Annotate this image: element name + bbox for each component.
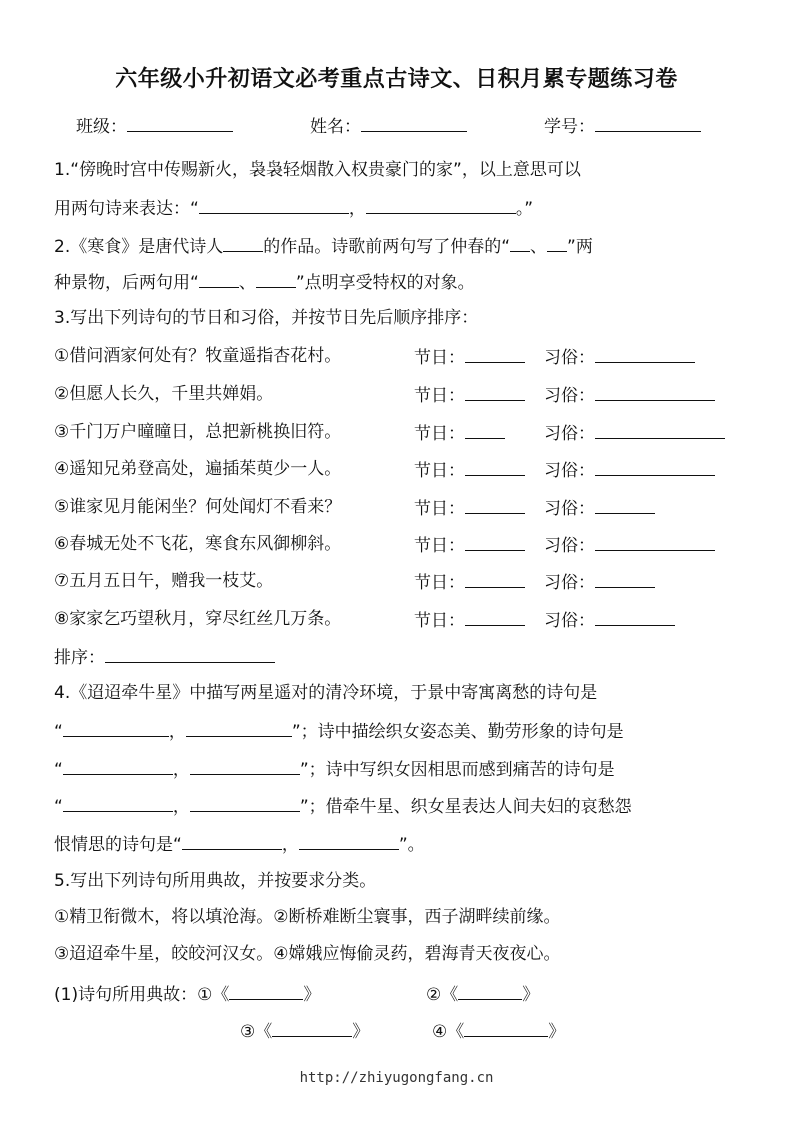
q3-festival-8 <box>414 607 525 633</box>
q3-festival-1 <box>414 344 525 370</box>
festival-label: 节日： <box>414 461 465 481</box>
festival-blank-4[interactable] <box>465 457 525 476</box>
q3-item-7: ⑦五月五日午，赠我一枝艾。 <box>54 571 274 591</box>
comma: ， <box>172 760 190 780</box>
q4-line4 <box>54 793 632 819</box>
q5-poems-1: ①精卫衔微木，将以填沧海。②断桥难断尘寰事，西子湖畔续前缘。 <box>54 907 561 927</box>
q4-line2 <box>54 718 624 744</box>
q4-line1: 4.《迢迢牵牛星》中描写两星遥对的清冷环境，于景中寄寓离愁的诗句是 <box>54 683 598 703</box>
q4-line5 <box>54 831 425 857</box>
festival-label: 节日： <box>414 386 465 406</box>
q1-line1: 1.“傍晚时宫中传赐新火，袅袅轻烟散入权贵豪门的家”，以上意思可以 <box>54 160 581 180</box>
q3-custom-3 <box>544 420 725 446</box>
festival-blank-3[interactable] <box>465 420 505 439</box>
q4-blank-6[interactable] <box>190 793 300 812</box>
close-bracket: 》 <box>303 985 321 1005</box>
q4-blank-3[interactable] <box>63 756 173 775</box>
q2-target-blank-1[interactable] <box>199 269 239 288</box>
q2-text-f: ”点明享受特权的对象。 <box>295 273 475 293</box>
open-quote: “ <box>54 797 63 817</box>
q4-blank-4[interactable] <box>190 756 300 775</box>
festival-blank-6[interactable] <box>465 532 525 551</box>
q1-blank-1[interactable] <box>199 195 349 214</box>
q2-scene-blank-2[interactable] <box>547 233 567 252</box>
custom-blank-2[interactable] <box>595 382 715 401</box>
footer-url[interactable]: http://zhiyugongfang.cn <box>299 1070 494 1086</box>
custom-blank-8[interactable] <box>595 607 675 626</box>
q4-blank-7[interactable] <box>182 831 282 850</box>
q1-end: 。” <box>515 199 534 219</box>
q2-text-b: 的作品。诗歌前两句写了仲春的“ <box>263 237 511 257</box>
page-title: 六年级小升初语文必考重点古诗文、日积月累专题练习卷 <box>115 67 678 92</box>
festival-label: 节日： <box>414 611 465 631</box>
custom-label: 习俗： <box>544 536 595 556</box>
festival-label: 节日： <box>414 348 465 368</box>
comma: ， <box>168 722 186 742</box>
number-blank[interactable] <box>595 113 701 132</box>
custom-blank-3[interactable] <box>595 420 725 439</box>
comma: ， <box>281 835 299 855</box>
festival-label: 节日： <box>414 499 465 519</box>
allusion-blank-4[interactable] <box>464 1018 548 1037</box>
custom-label: 习俗： <box>544 386 595 406</box>
allusion-blank-3[interactable] <box>272 1018 352 1037</box>
q5-sub1-row1-b <box>426 981 539 1007</box>
allusion-blank-1[interactable] <box>229 981 303 1000</box>
custom-label: 习俗： <box>544 611 595 631</box>
q3-festival-2 <box>414 382 525 408</box>
allusion-4-label: ④《 <box>432 1022 465 1042</box>
festival-label: 节日： <box>414 424 465 444</box>
number-label: 学号： <box>544 117 595 137</box>
number-field <box>544 112 701 137</box>
q3-item-1: ①借问酒家何处有？牧童遥指杏花村。 <box>54 346 342 366</box>
q3-custom-2 <box>544 382 715 408</box>
allusion-3-label: ③《 <box>240 1022 273 1042</box>
class-field <box>76 112 233 137</box>
q3-festival-6 <box>414 532 525 558</box>
q4-line3 <box>54 756 615 782</box>
q2-poet-blank[interactable] <box>223 233 263 252</box>
q1-blank-2[interactable] <box>366 195 516 214</box>
q3-festival-4 <box>414 457 525 483</box>
sub1-label: (1)诗句所用典故：①《 <box>54 985 230 1005</box>
q4-text-2: ”；诗中描绘织女姿态美、勤劳形象的诗句是 <box>291 722 624 742</box>
q2-line1 <box>54 233 593 259</box>
q1-comma: ， <box>348 199 366 219</box>
q1-prefix: 用两句诗来表达：“ <box>54 199 199 219</box>
custom-label: 习俗： <box>544 461 595 481</box>
festival-label: 节日： <box>414 536 465 556</box>
festival-blank-7[interactable] <box>465 569 525 588</box>
q3-custom-8 <box>544 607 675 633</box>
q4-blank-8[interactable] <box>299 831 399 850</box>
name-blank[interactable] <box>361 113 467 132</box>
close-bracket: 》 <box>522 985 540 1005</box>
q3-item-5: ⑤谁家见月能闲坐？何处闻灯不看来？ <box>54 497 342 517</box>
open-quote: “ <box>54 760 63 780</box>
q3-heading: 3.写出下列诗句的节日和习俗，并按节日先后顺序排序： <box>54 308 479 328</box>
q3-custom-6 <box>544 532 715 558</box>
q4-text-5: 恨情思的诗句是“ <box>54 835 182 855</box>
allusion-2-label: ②《 <box>426 985 459 1005</box>
custom-blank-5[interactable] <box>595 495 655 514</box>
custom-label: 习俗： <box>544 499 595 519</box>
custom-label: 习俗： <box>544 348 595 368</box>
custom-blank-7[interactable] <box>595 569 655 588</box>
q3-custom-4 <box>544 457 715 483</box>
comma: ， <box>172 797 190 817</box>
order-label: 排序： <box>54 648 105 668</box>
q2-text-a: 2.《寒食》是唐代诗人 <box>54 237 224 257</box>
custom-blank-1[interactable] <box>595 344 695 363</box>
q2-text-e: 种景物，后两句用“ <box>54 273 199 293</box>
q4-blank-5[interactable] <box>63 793 173 812</box>
q3-custom-5 <box>544 495 655 521</box>
festival-label: 节日： <box>414 573 465 593</box>
festival-blank-5[interactable] <box>465 495 525 514</box>
q3-item-8: ⑧家家乞巧望秋月，穿尽红丝几万条。 <box>54 609 342 629</box>
q3-custom-7 <box>544 569 655 595</box>
allusion-blank-2[interactable] <box>458 981 522 1000</box>
close-bracket: 》 <box>352 1022 370 1042</box>
q3-item-3: ③千门万户曈曈日，总把新桃换旧符。 <box>54 422 342 442</box>
q2-scene-blank-1[interactable] <box>510 233 530 252</box>
q4-blank-2[interactable] <box>186 718 292 737</box>
q2-sep2: 、 <box>238 273 256 293</box>
q4-end: ”。 <box>398 835 425 855</box>
festival-blank-8[interactable] <box>465 607 525 626</box>
custom-label: 习俗： <box>544 424 595 444</box>
q5-sub1-row1 <box>54 981 320 1007</box>
q5-sub1-row2-a <box>240 1018 369 1044</box>
q2-sep: 、 <box>530 237 548 257</box>
q3-custom-1 <box>544 344 695 370</box>
class-label: 班级： <box>76 117 127 137</box>
q3-item-6: ⑥春城无处不飞花，寒食东风御柳斜。 <box>54 534 342 554</box>
q4-blank-1[interactable] <box>63 718 169 737</box>
q5-poems-2: ③迢迢牵牛星，皎皎河汉女。④嫦娥应悔偷灵药，碧海青天夜夜心。 <box>54 944 561 964</box>
q3-festival-5 <box>414 495 525 521</box>
q2-target-blank-2[interactable] <box>256 269 296 288</box>
q3-festival-7 <box>414 569 525 595</box>
q2-text-d: ”两 <box>567 237 593 257</box>
q3-item-2: ②但愿人长久，千里共婵娟。 <box>54 384 274 404</box>
q5-heading: 5.写出下列诗句所用典故，并按要求分类。 <box>54 871 377 891</box>
q5-sub1-row2-b <box>432 1018 565 1044</box>
q3-order <box>54 644 275 670</box>
festival-blank-2[interactable] <box>465 382 525 401</box>
custom-label: 习俗： <box>544 573 595 593</box>
q4-text-3: ”；诗中写织女因相思而感到痛苦的诗句是 <box>299 760 615 780</box>
q4-text-4: ”；借牵牛星、织女星表达人间夫妇的哀愁怨 <box>299 797 632 817</box>
custom-blank-6[interactable] <box>595 532 715 551</box>
open-quote: “ <box>54 722 63 742</box>
class-blank[interactable] <box>127 113 233 132</box>
close-bracket: 》 <box>548 1022 566 1042</box>
q2-line2 <box>54 269 475 295</box>
festival-blank-1[interactable] <box>465 344 525 363</box>
q1-line2 <box>54 195 533 221</box>
name-label: 姓名： <box>310 117 361 137</box>
custom-blank-4[interactable] <box>595 457 715 476</box>
q3-festival-3 <box>414 420 505 446</box>
name-field <box>310 112 467 137</box>
order-blank[interactable] <box>105 644 275 663</box>
q3-item-4: ④遥知兄弟登高处，遍插茱萸少一人。 <box>54 459 342 479</box>
